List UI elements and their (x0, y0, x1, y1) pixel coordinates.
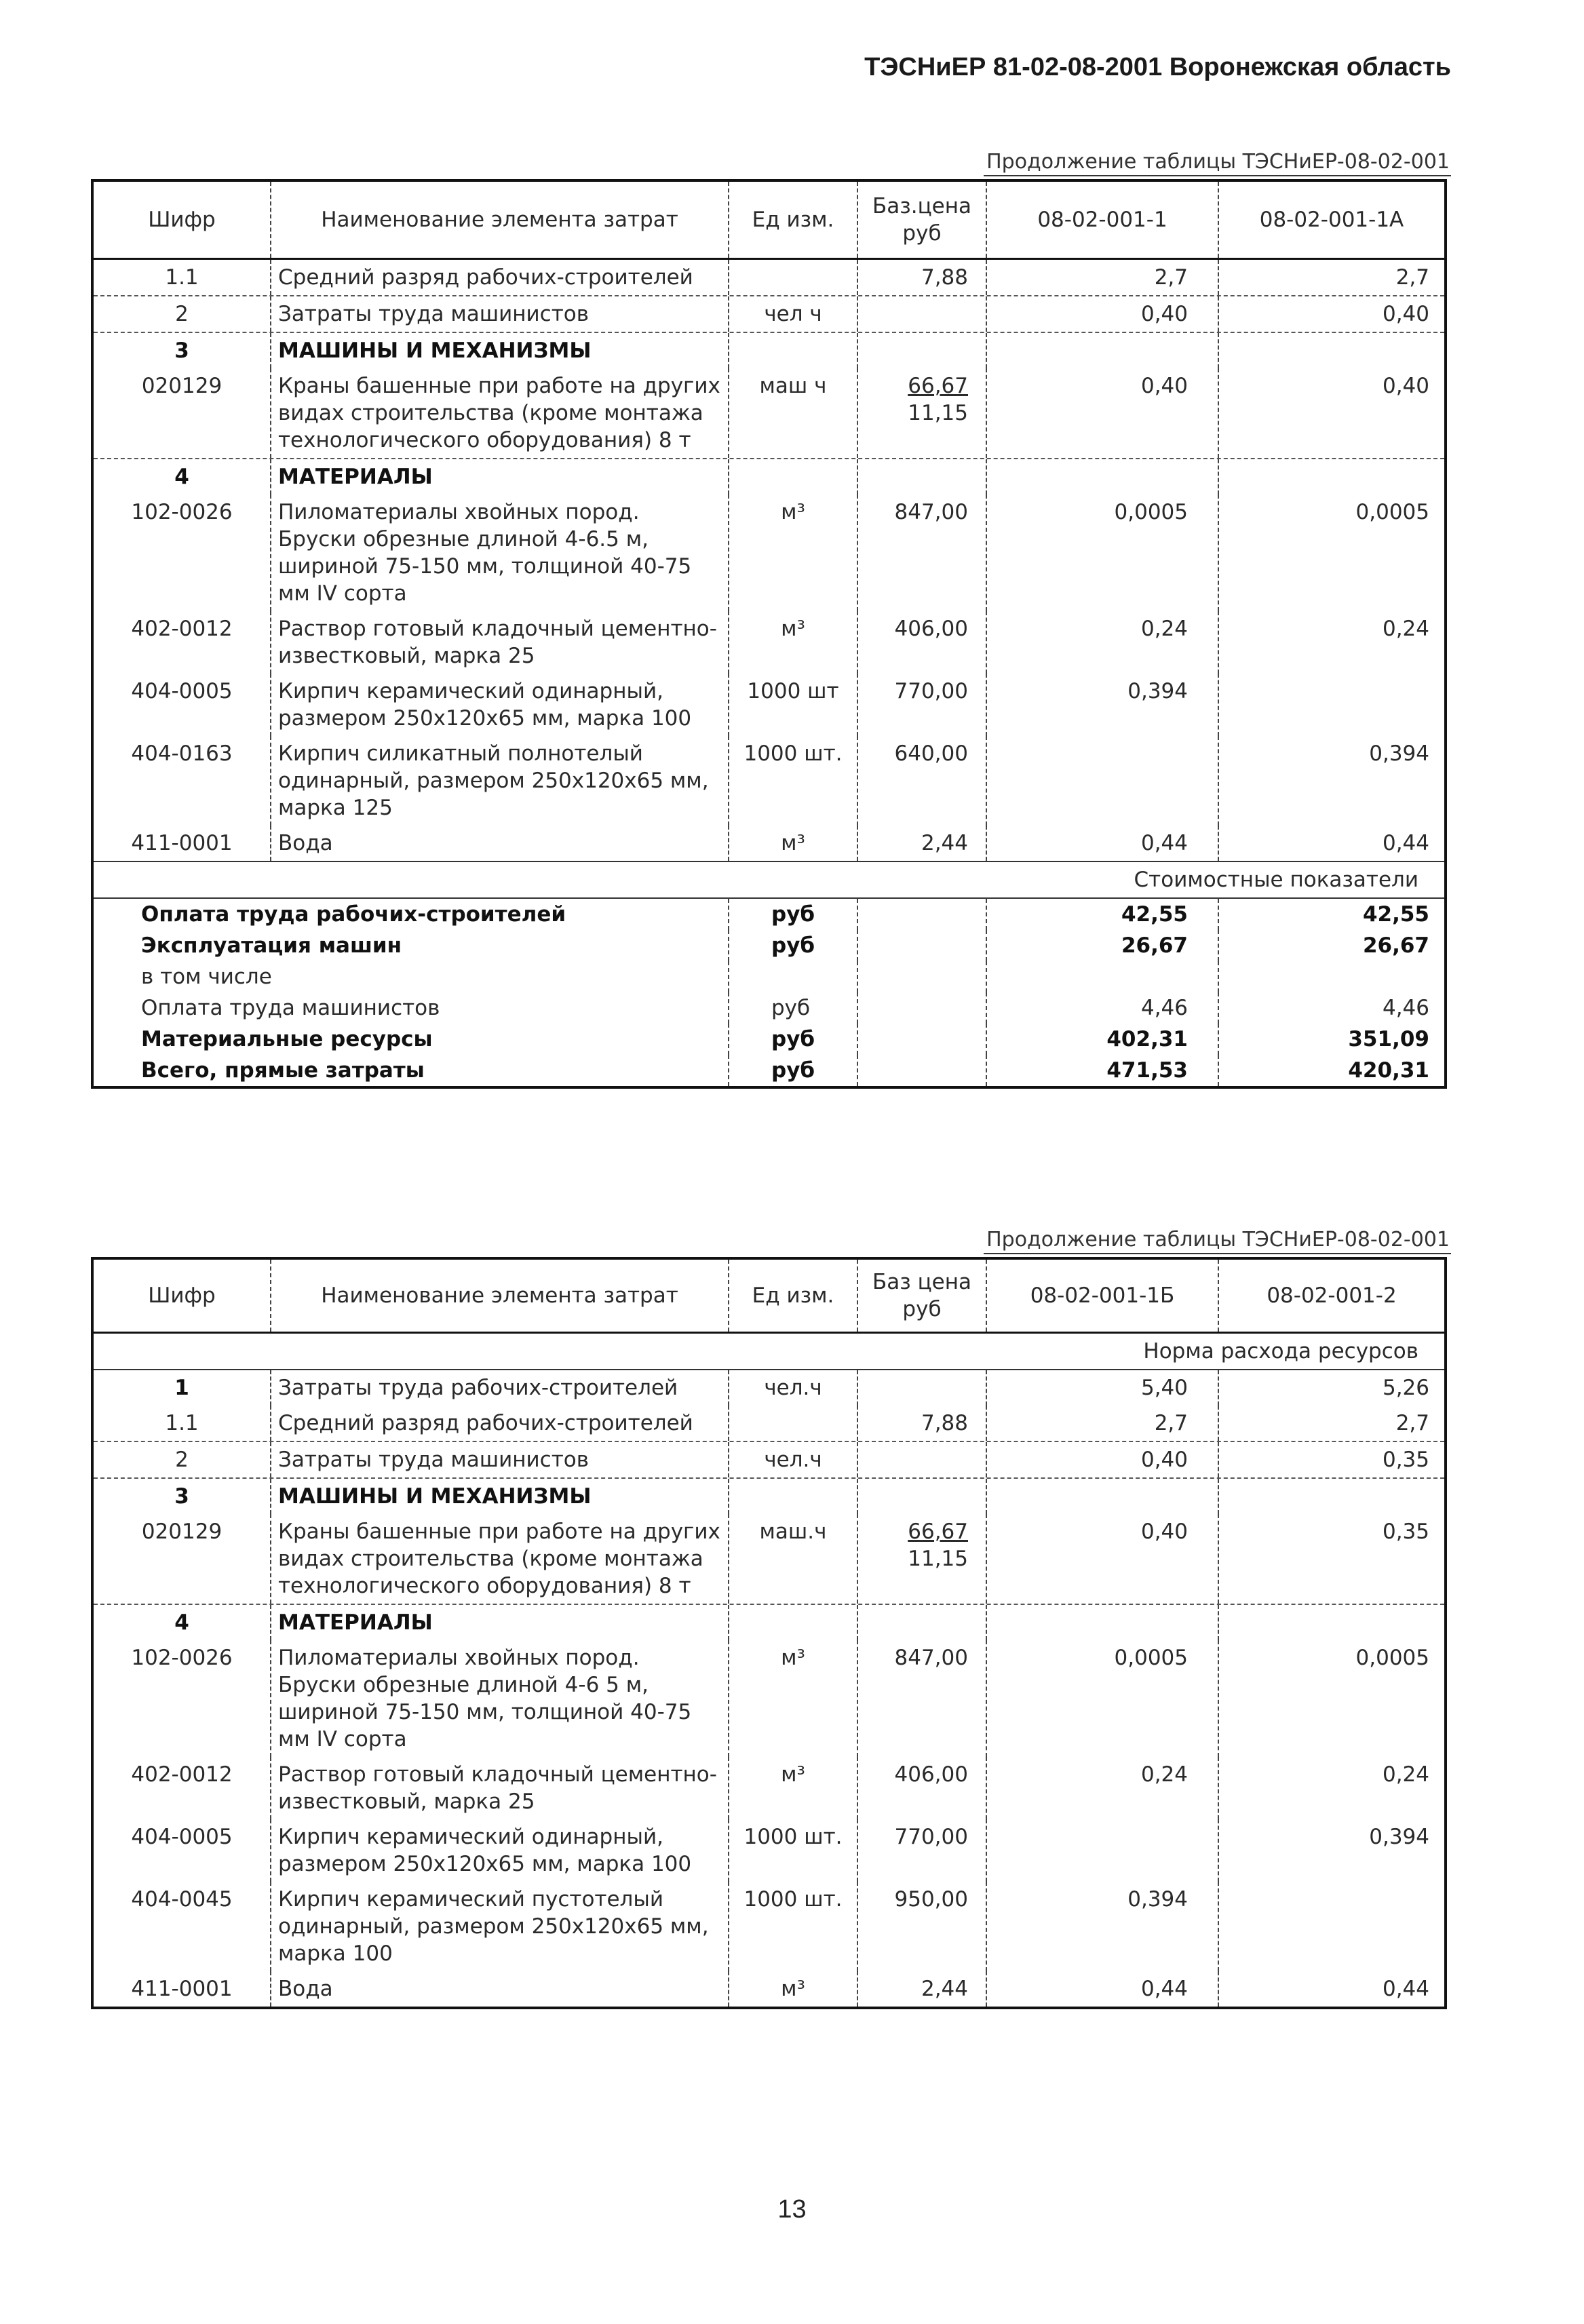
row-norm-1: 0,44 (986, 1971, 1218, 2007)
row-unit (728, 333, 857, 368)
row-name: МАШИНЫ И МЕХАНИЗМЫ (270, 1479, 728, 1514)
row-name: Кирпич силикатный полнотелый одинарный, размером 250х120х65 мм, марка 125 (270, 736, 728, 826)
row-base-price (857, 1757, 986, 1819)
col-header-name: Наименование элемента затрат (270, 1260, 728, 1332)
row-norm-2: 0,44 (1218, 826, 1444, 861)
col-header-name: Наименование элемента затрат (270, 182, 728, 258)
row-unit: маш.ч (728, 1514, 857, 1604)
row-unit: м³ (728, 611, 857, 674)
row-base-price-value: 847,00 (894, 500, 968, 524)
row-name: Кирпич керамический пустотелый одинарный, размером 250х120х65 мм, марка 100 (270, 1882, 728, 1971)
row-base-price (857, 495, 986, 611)
row-norm-1: 0,0005 (986, 495, 1218, 611)
table-row (94, 1604, 1444, 1640)
cost-value-1: 471,53 (986, 1055, 1218, 1086)
row-code: 402-0012 (131, 1762, 233, 1787)
row-norm-1 (986, 1479, 1218, 1514)
row-norm-1: 0,24 (986, 611, 1218, 674)
cost-unit: руб (728, 930, 857, 961)
table-row (94, 611, 1444, 674)
row-norm-1: 0,40 (986, 296, 1218, 332)
row-norm-1: 0,40 (986, 1442, 1218, 1477)
cost-value-2: 351,09 (1218, 1024, 1444, 1055)
table-row (94, 495, 1444, 611)
row-base-price-value: 770,00 (894, 1825, 968, 1849)
row-name: Раствор готовый кладочный цементно-известковый, марка 25 (270, 1757, 728, 1819)
row-unit (728, 1406, 857, 1441)
row-norm-1: 5,40 (986, 1370, 1218, 1406)
row-code: 4 (174, 465, 189, 489)
row-base-price (857, 1370, 986, 1406)
row-base-price-value: 66,67 (908, 1519, 968, 1544)
row-norm-1: 0,40 (986, 1514, 1218, 1604)
table2-norm-title: Норма расхода ресурсов (1143, 1339, 1418, 1363)
row-base-price (857, 1819, 986, 1882)
row-name: Вода (270, 826, 728, 861)
table-row (94, 1640, 1444, 1757)
cost-value-2: 26,67 (1218, 930, 1444, 961)
cost-row (94, 1055, 1444, 1086)
cost-value-1: 4,46 (986, 992, 1218, 1024)
table-row (94, 1477, 1444, 1514)
row-unit: 1000 шт. (728, 736, 857, 826)
cost-unit: руб (728, 1055, 857, 1086)
cost-label: Всего, прямые затраты (141, 1058, 425, 1083)
row-norm-2 (1218, 333, 1444, 368)
row-norm-2: 0,40 (1218, 368, 1444, 458)
row-base-price (857, 333, 986, 368)
row-unit: чел.ч (728, 1442, 857, 1477)
row-code: 020129 (141, 1519, 223, 1544)
row-code: 1.1 (165, 265, 199, 290)
row-base-price (857, 611, 986, 674)
cost-value-2: 4,46 (1218, 992, 1444, 1024)
row-base-price (857, 368, 986, 458)
row-norm-1 (986, 459, 1218, 495)
row-code: 102-0026 (131, 1646, 233, 1670)
table-row (94, 1514, 1444, 1604)
row-unit: 1000 шт (728, 674, 857, 736)
row-code: 3 (174, 338, 189, 363)
row-name: Вода (270, 1971, 728, 2007)
table2-body (94, 1369, 1444, 2007)
cost-value-1 (986, 961, 1218, 992)
row-code: 402-0012 (131, 617, 233, 641)
row-base-price (857, 1882, 986, 1971)
row-base-price-value: 7,88 (921, 265, 968, 290)
row-norm-2 (1218, 459, 1444, 495)
row-norm-2: 0,40 (1218, 296, 1444, 332)
row-base-price-value: 66,67 (908, 374, 968, 398)
col-header-code: Шифр (148, 208, 216, 232)
table1-cost-title-row (94, 861, 1444, 897)
row-base-price (857, 1442, 986, 1477)
row-norm-2 (1218, 1479, 1444, 1514)
row-base-price-value: 640,00 (894, 741, 968, 766)
row-name: Средний разряд рабочих-строителей (270, 260, 728, 295)
row-code: 404-0005 (131, 1825, 233, 1849)
row-norm-1: 2,7 (986, 260, 1218, 295)
cost-label: Материальные ресурсы (141, 1027, 433, 1051)
row-base-price (857, 1406, 986, 1441)
row-name: Кирпич керамический одинарный, размером 250х120х65 мм, марка 100 (270, 1819, 728, 1882)
row-base-price (857, 674, 986, 736)
row-unit: 1000 шт. (728, 1819, 857, 1882)
cost-price-empty (857, 930, 986, 961)
table-row (94, 295, 1444, 332)
cost-unit: руб (728, 899, 857, 930)
row-base-price-machinist: 11,15 (908, 401, 968, 425)
cost-label: Эксплуатация машин (141, 933, 402, 958)
row-norm-2: 0,394 (1218, 1819, 1444, 1882)
row-norm-1 (986, 333, 1218, 368)
table-row (94, 332, 1444, 368)
col-header-norm-2: 08-02-001-2 (1218, 1260, 1444, 1332)
row-name: МАТЕРИАЛЫ (270, 1605, 728, 1640)
cost-value-1: 26,67 (986, 930, 1218, 961)
cost-row (94, 930, 1444, 961)
table-row (94, 1406, 1444, 1441)
row-code: 4 (174, 1610, 189, 1635)
row-base-price (857, 459, 986, 495)
row-code: 404-0045 (131, 1887, 233, 1912)
table1-body (94, 260, 1444, 861)
row-code: 1.1 (165, 1411, 199, 1435)
row-name: Краны башенные при работе на других видах строительства (кроме монтажа технологического оборудования) 8 т (270, 368, 728, 458)
row-base-price-value: 950,00 (894, 1887, 968, 1912)
row-norm-1: 0,40 (986, 368, 1218, 458)
cost-row (94, 1024, 1444, 1055)
cost-row (94, 961, 1444, 992)
row-norm-1: 0,44 (986, 826, 1218, 861)
row-code: 020129 (141, 374, 223, 398)
cost-label: Оплата труда машинистов (141, 996, 440, 1020)
table1-header-row (94, 182, 1444, 260)
row-code: 411-0001 (131, 1977, 233, 2001)
cost-price-empty (857, 899, 986, 930)
table2-continuation-label: Продолжение таблицы ТЭСНиЕР-08-02-001 (984, 1228, 1451, 1254)
row-base-price (857, 1971, 986, 2007)
row-code: 404-0005 (131, 679, 233, 703)
col-header-unit: Ед изм. (728, 1260, 857, 1332)
cost-row (94, 899, 1444, 930)
row-norm-2: 0,35 (1218, 1514, 1444, 1604)
table1-cost-body (94, 897, 1444, 1086)
row-norm-2: 2,7 (1218, 1406, 1444, 1441)
row-name: МАТЕРИАЛЫ (270, 459, 728, 495)
cost-label: Оплата труда рабочих-строителей (141, 902, 566, 927)
row-code: 2 (175, 302, 189, 326)
row-base-price (857, 1640, 986, 1757)
document-header-title: ТЭСНиЕР 81-02-08-2001 Воронежская область (864, 53, 1451, 81)
table1-continuation-label: Продолжение таблицы ТЭСНиЕР-08-02-001 (984, 151, 1451, 176)
cost-price-empty (857, 961, 986, 992)
row-norm-2: 2,7 (1218, 260, 1444, 295)
col-header-code: Шифр (148, 1283, 216, 1308)
cost-unit: руб (728, 992, 857, 1024)
table1 (91, 179, 1447, 1089)
row-norm-1: 2,7 (986, 1406, 1218, 1441)
row-name: Затраты труда рабочих-строителей (270, 1370, 728, 1406)
row-norm-2: 0,44 (1218, 1971, 1444, 2007)
cost-value-1: 42,55 (986, 899, 1218, 930)
row-base-price-value: 406,00 (894, 617, 968, 641)
row-base-price (857, 260, 986, 295)
row-base-price-value: 2,44 (921, 831, 968, 855)
row-name: Пиломатериалы хвойных пород. Бруски обрезные длиной 4-6 5 м, шириной 75-150 мм, толщиной 40-75 мм IV сорта (270, 1640, 728, 1757)
row-unit: маш ч (728, 368, 857, 458)
table-row (94, 736, 1444, 826)
row-base-price-value: 7,88 (921, 1411, 968, 1435)
row-norm-2: 0,394 (1218, 736, 1444, 826)
col-header-unit: Ед изм. (728, 182, 857, 258)
table-row (94, 1370, 1444, 1406)
row-norm-1 (986, 1819, 1218, 1882)
table-row (94, 1441, 1444, 1477)
page-number: 13 (777, 2195, 807, 2224)
row-unit: м³ (728, 1640, 857, 1757)
cost-unit: руб (728, 1024, 857, 1055)
row-name: Средний разряд рабочих-строителей (270, 1406, 728, 1441)
row-base-price (857, 1479, 986, 1514)
table-row (94, 1882, 1444, 1971)
cost-row (94, 992, 1444, 1024)
row-norm-2 (1218, 1882, 1444, 1971)
table-row (94, 1971, 1444, 2007)
row-name: Затраты труда машинистов (270, 296, 728, 332)
row-name: Затраты труда машинистов (270, 1442, 728, 1477)
row-norm-1: 0,24 (986, 1757, 1218, 1819)
col-header-price: Баз.цена руб (857, 182, 986, 258)
table-row (94, 1819, 1444, 1882)
row-base-price (857, 1605, 986, 1640)
row-base-price (857, 296, 986, 332)
row-code: 404-0163 (131, 741, 233, 766)
row-norm-1: 0,0005 (986, 1640, 1218, 1757)
row-base-price (857, 826, 986, 861)
row-base-price-value: 847,00 (894, 1646, 968, 1670)
cost-label: в том числе (141, 965, 272, 989)
row-norm-1 (986, 1605, 1218, 1640)
row-base-price-value: 2,44 (921, 1977, 968, 2001)
cost-price-empty (857, 992, 986, 1024)
cost-unit (728, 961, 857, 992)
row-unit (728, 1605, 857, 1640)
row-norm-2: 0,24 (1218, 1757, 1444, 1819)
row-norm-2: 0,0005 (1218, 1640, 1444, 1757)
col-header-price: Баз цена руб (857, 1260, 986, 1332)
cost-price-empty (857, 1055, 986, 1086)
row-norm-2: 5,26 (1218, 1370, 1444, 1406)
col-header-norm-1: 08-02-001-1 (986, 182, 1218, 258)
row-name: Пиломатериалы хвойных пород. Бруски обрезные длиной 4-6.5 м, шириной 75-150 мм, толщиной 40-75 мм IV сорта (270, 495, 728, 611)
row-base-price-value: 406,00 (894, 1762, 968, 1787)
table-row (94, 458, 1444, 495)
cost-value-2: 42,55 (1218, 899, 1444, 930)
row-norm-2: 0,35 (1218, 1442, 1444, 1477)
cost-price-empty (857, 1024, 986, 1055)
row-name: Раствор готовый кладочный цементно-известковый, марка 25 (270, 611, 728, 674)
row-unit: м³ (728, 1971, 857, 2007)
row-unit (728, 1479, 857, 1514)
cost-value-2 (1218, 961, 1444, 992)
row-unit (728, 459, 857, 495)
row-code: 2 (175, 1448, 189, 1472)
row-norm-2 (1218, 674, 1444, 736)
row-norm-1: 0,394 (986, 1882, 1218, 1971)
row-name: Кирпич керамический одинарный, размером 250х120х65 мм, марка 100 (270, 674, 728, 736)
row-norm-2 (1218, 1605, 1444, 1640)
row-norm-1: 0,394 (986, 674, 1218, 736)
row-unit: м³ (728, 826, 857, 861)
row-code: 411-0001 (131, 831, 233, 855)
row-name: Краны башенные при работе на других видах строительства (кроме монтажа технологического оборудования) 8 т (270, 1514, 728, 1604)
row-base-price (857, 736, 986, 826)
table-row (94, 1757, 1444, 1819)
row-unit: 1000 шт. (728, 1882, 857, 1971)
row-norm-1 (986, 736, 1218, 826)
row-unit: м³ (728, 1757, 857, 1819)
row-code: 102-0026 (131, 500, 233, 524)
row-norm-2: 0,0005 (1218, 495, 1444, 611)
row-unit: чел ч (728, 296, 857, 332)
table-row (94, 368, 1444, 458)
table-row (94, 260, 1444, 295)
row-unit: м³ (728, 495, 857, 611)
row-base-price-value: 770,00 (894, 679, 968, 703)
table-row (94, 674, 1444, 736)
row-code: 3 (174, 1484, 189, 1509)
row-base-price-machinist: 11,15 (908, 1547, 968, 1571)
table2 (91, 1257, 1447, 2009)
row-unit (728, 260, 857, 295)
row-norm-2: 0,24 (1218, 611, 1444, 674)
table-row (94, 826, 1444, 861)
row-code: 1 (174, 1376, 189, 1400)
col-header-norm-1: 08-02-001-1Б (986, 1260, 1218, 1332)
row-base-price (857, 1514, 986, 1604)
table2-norm-title-row (94, 1334, 1444, 1369)
row-name: МАШИНЫ И МЕХАНИЗМЫ (270, 333, 728, 368)
cost-value-2: 420,31 (1218, 1055, 1444, 1086)
table2-header-row (94, 1260, 1444, 1334)
table1-cost-title: Стоимостные показатели (1134, 868, 1418, 892)
row-unit: чел.ч (728, 1370, 857, 1406)
col-header-norm-2: 08-02-001-1А (1218, 182, 1444, 258)
cost-value-1: 402,31 (986, 1024, 1218, 1055)
